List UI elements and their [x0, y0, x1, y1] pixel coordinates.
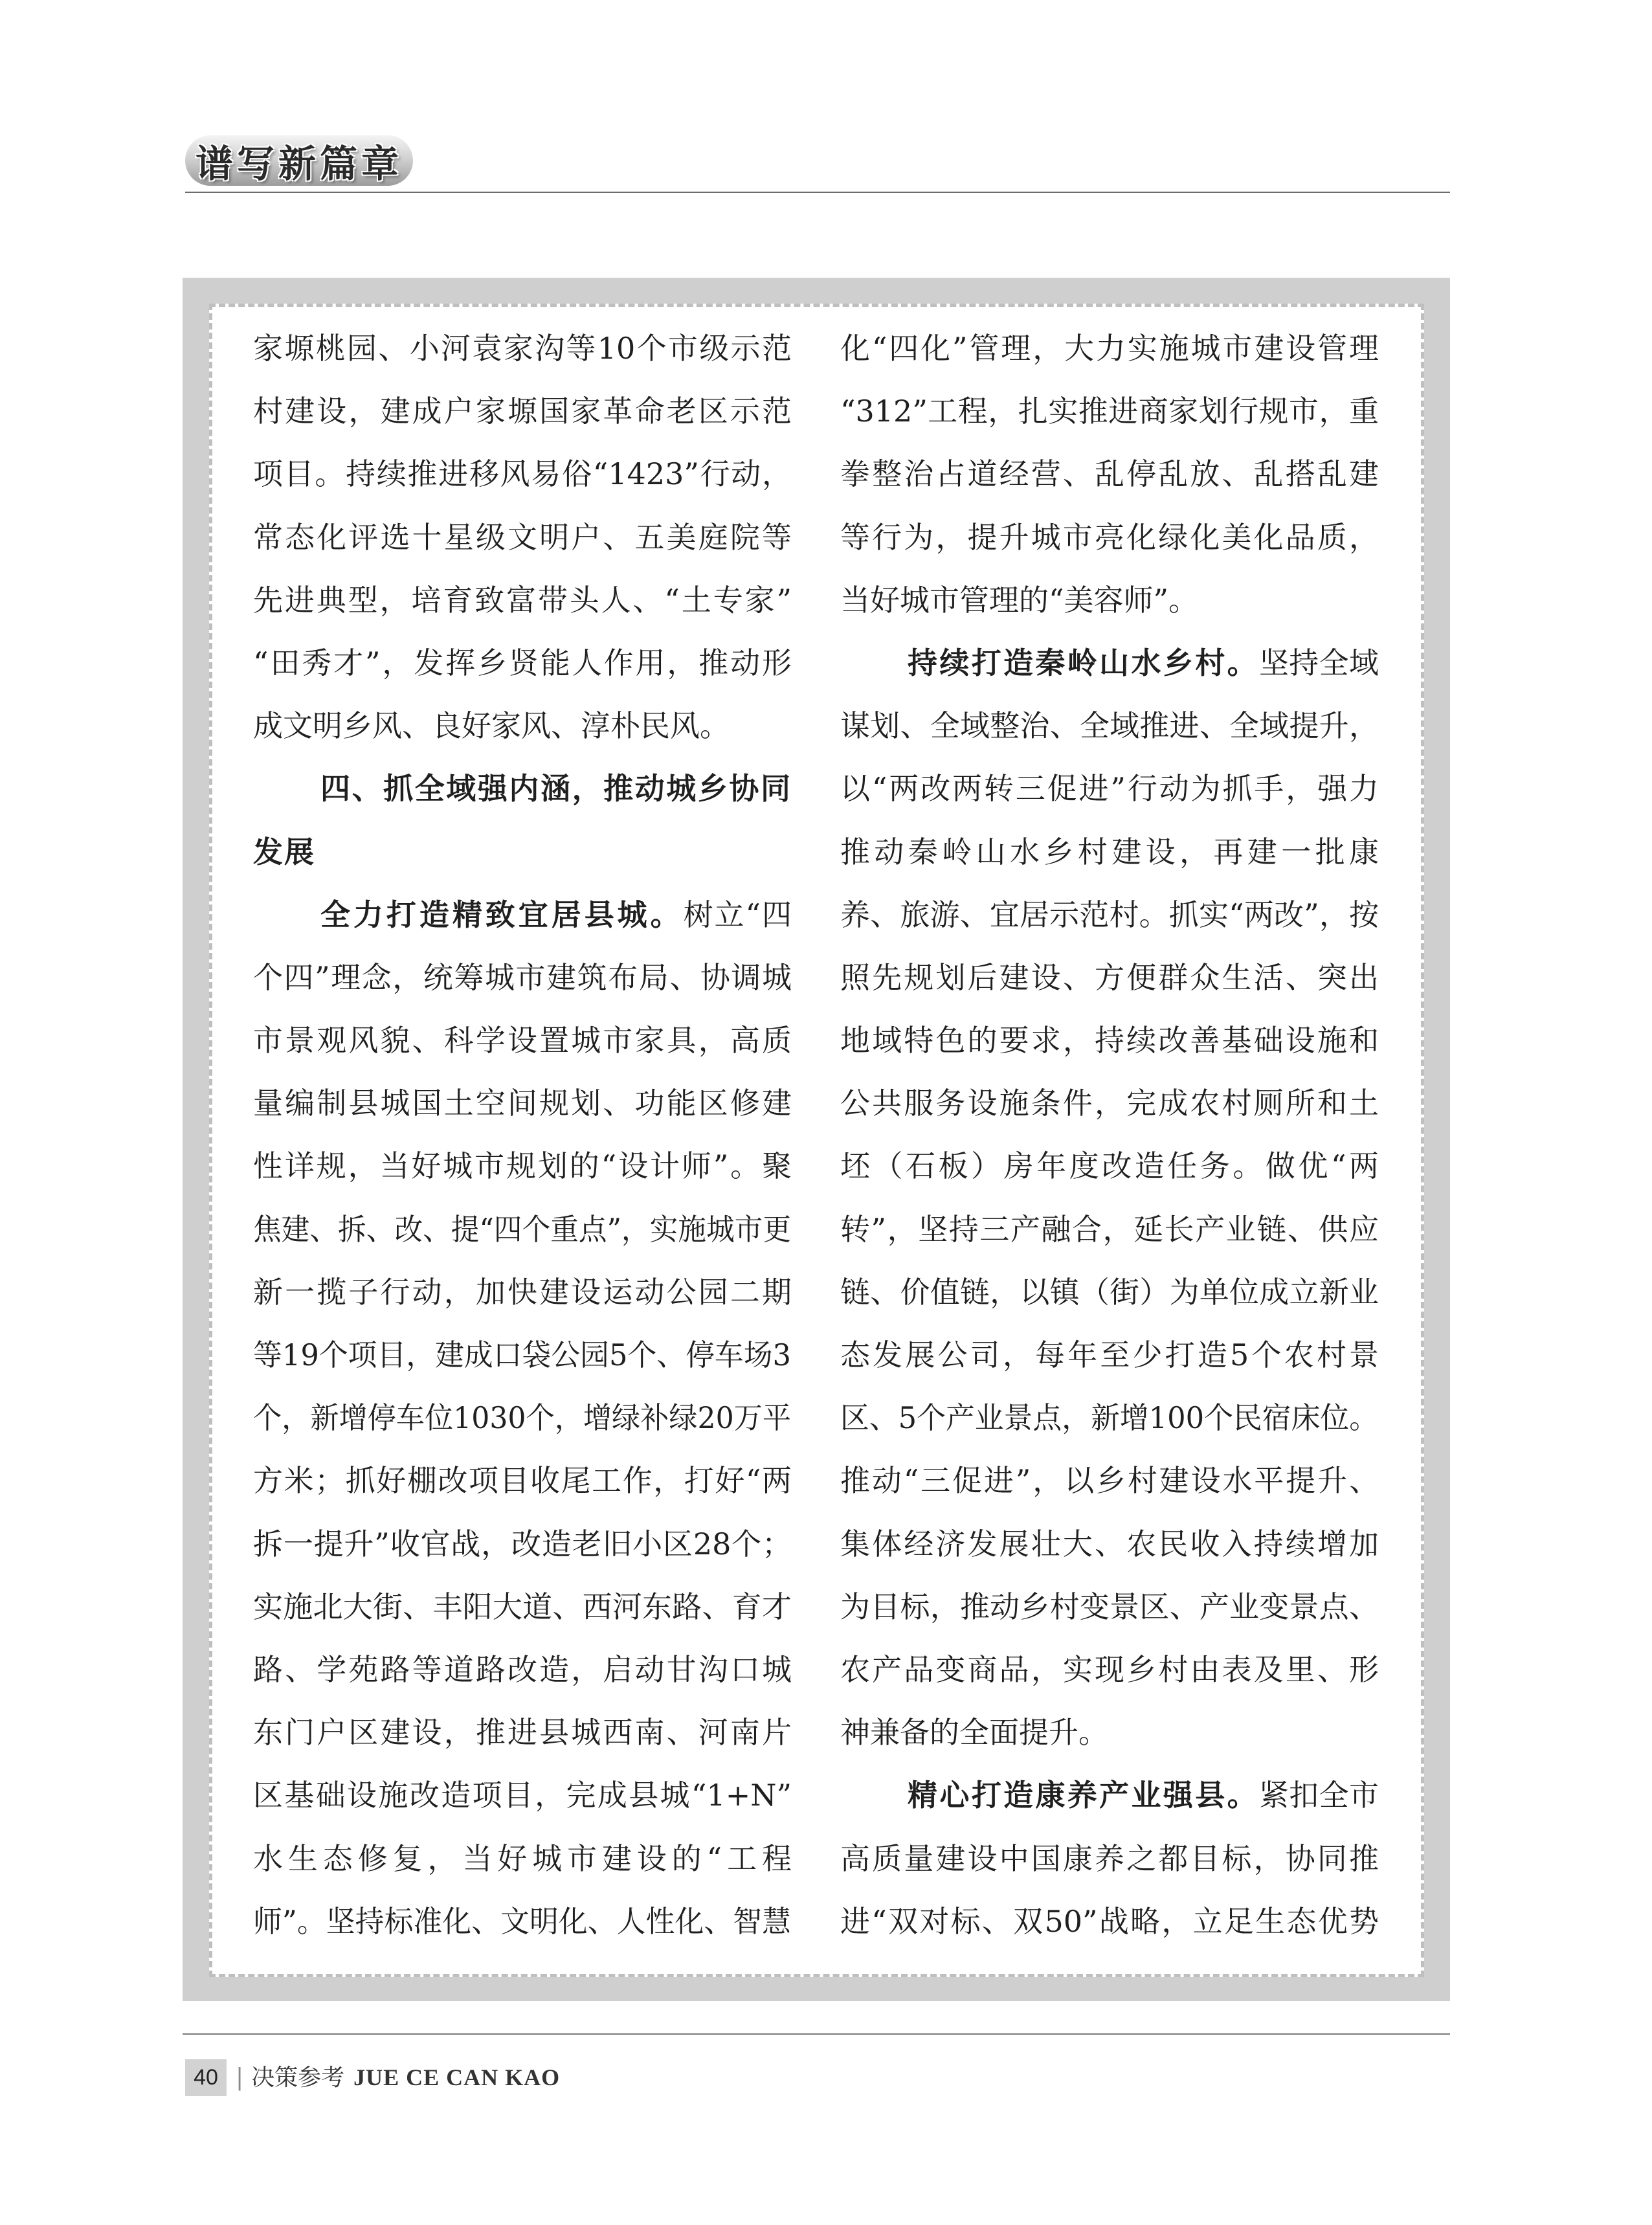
paragraph-lead: 持续打造秦岭山水乡村。: [908, 645, 1259, 680]
left-column: [253, 317, 792, 1953]
text-line: 当好城市管理的“美容师”。: [840, 582, 1199, 618]
text-line: 实施北大街、丰阳大道、西河东路、育才: [253, 1589, 792, 1624]
lead-in-line: [840, 632, 1379, 695]
text-line: 等行为，提升城市亮化绿化美化品质，: [840, 519, 1379, 555]
text-line: 先进典型，培育致富带头人、“土专家”: [253, 582, 792, 618]
text-line: 区、5个产业景点，新增100个民宿床位。: [840, 1400, 1379, 1436]
text-line: 养、旅游、宜居示范村。抓实“两改”，按: [840, 897, 1379, 932]
text-line: 东门户区建设，推进县城西南、河南片: [253, 1715, 792, 1750]
text-line: 等19个项目，建成口袋公园5个、停车场3: [253, 1337, 792, 1372]
text-line: 师”。坚持标准化、文明化、人性化、智慧: [253, 1903, 792, 1939]
text-line: 坯（石板）房年度改造任务。做优“两: [840, 1148, 1379, 1184]
text-line: 农产品变商品，实现乡村由表及里、形: [840, 1651, 1379, 1687]
text-line: 常态化评选十星级文明户、五美庭院等: [253, 519, 792, 555]
lead-in-rest: 坚持全域: [1258, 645, 1379, 680]
section-title-badge: [185, 135, 413, 186]
text-line: 拆一提升”收官战，改造老旧小区28个；: [253, 1526, 792, 1561]
lead-in-rest: 树立“四: [683, 897, 792, 932]
footer-rule: [183, 2033, 1450, 2035]
header-rule: [185, 192, 1450, 193]
text-line: “312”工程，扎实推进商家划行规市，重: [840, 394, 1379, 429]
magazine-name-cn: 决策参考: [251, 2064, 345, 2091]
text-line: 新一揽子行动，加快建设运动公园二期: [253, 1274, 792, 1310]
text-line: 路、学苑路等道路改造，启动甘沟口城: [253, 1651, 792, 1687]
text-line: 个，新增停车位1030个，增绿补绿20万平: [253, 1400, 792, 1436]
footer-separator: |: [236, 2064, 244, 2091]
text-line: “田秀才”，发挥乡贤能人作用，推动形: [253, 645, 792, 680]
text-line: 公共服务设施条件，完成农村厕所和土: [840, 1086, 1379, 1121]
text-line: 区基础设施改造项目，完成县城“1+N”: [253, 1778, 792, 1813]
text-line: 谋划、全域整治、全域推进、全域提升，: [840, 708, 1379, 744]
text-line: 集体经济发展壮大、农民收入持续增加: [840, 1526, 1379, 1561]
text-line: 以“两改两转三促进”行动为抓手，强力: [840, 771, 1379, 807]
text-line: 量编制县城国土空间规划、功能区修建: [253, 1086, 792, 1121]
text-line: 转”，坚持三产融合，延长产业链、供应: [840, 1211, 1379, 1247]
section-heading: 四、抓全域强内涵，推动城乡协同: [320, 771, 792, 807]
text-line: 拳整治占道经营、乱停乱放、乱搭乱建: [840, 456, 1379, 492]
text-line: 化“四化”管理，大力实施城市建设管理: [840, 331, 1379, 366]
text-line: 进“双对标、双50”战略，立足生态优势: [840, 1903, 1379, 1939]
text-line: 成文明乡风、良好家风、淳朴民风。: [253, 708, 730, 744]
lead-in-rest: 紧扣全市: [1258, 1778, 1379, 1813]
right-column: [840, 317, 1379, 1953]
text-line: 照先规划后建设、方便群众生活、突出: [840, 959, 1379, 995]
text-line: 推动“三促进”，以乡村建设水平提升、: [840, 1463, 1379, 1499]
lead-in-line: [840, 1764, 1379, 1827]
magazine-name: [236, 2059, 560, 2096]
text-line: 水生态修复，当好城市建设的“工程: [253, 1840, 792, 1876]
text-line: 为目标，推动乡村变景区、产业变景点、: [840, 1589, 1379, 1624]
lead-in-line: [253, 884, 792, 946]
section-title: 谱写新篇章: [195, 142, 403, 186]
text-line: 高质量建设中国康养之都目标，协同推: [840, 1840, 1379, 1876]
text-line: 地域特色的要求，持续改善基础设施和: [840, 1023, 1379, 1058]
text-line: 家塬桃园、小河袁家沟等10个市级示范: [253, 331, 792, 366]
text-line: 链、价值链，以镇（街）为单位成立新业: [840, 1274, 1379, 1310]
text-line: 项目。持续推进移风易俗“1423”行动，: [253, 456, 792, 492]
text-line: 神兼备的全面提升。: [840, 1715, 1108, 1750]
text-line: 焦建、拆、改、提“四个重点”，实施城市更: [253, 1211, 792, 1247]
paragraph-lead: 精心打造康养产业强县。: [908, 1778, 1259, 1813]
text-line: 市景观风貌、科学设置城市家具，高质: [253, 1023, 792, 1058]
text-line: 推动秦岭山水乡村建设，再建一批康: [840, 834, 1379, 869]
magazine-name-en: JUE CE CAN KAO: [353, 2064, 561, 2090]
text-line: 个四”理念，统筹城市建筑布局、协调城: [253, 959, 792, 995]
section-heading: 发展: [253, 834, 315, 869]
text-line: 性详规，当好城市规划的“设计师”。聚: [253, 1148, 792, 1184]
text-line: 方米；抓好棚改项目收尾工作，打好“两: [253, 1463, 792, 1499]
text-line: 村建设，建成户家塬国家革命老区示范: [253, 394, 792, 429]
paragraph-lead: 全力打造精致宜居县城。: [320, 897, 684, 932]
text-line: 态发展公司，每年至少打造5个农村景: [840, 1337, 1379, 1372]
page-number: 40: [185, 2059, 227, 2096]
